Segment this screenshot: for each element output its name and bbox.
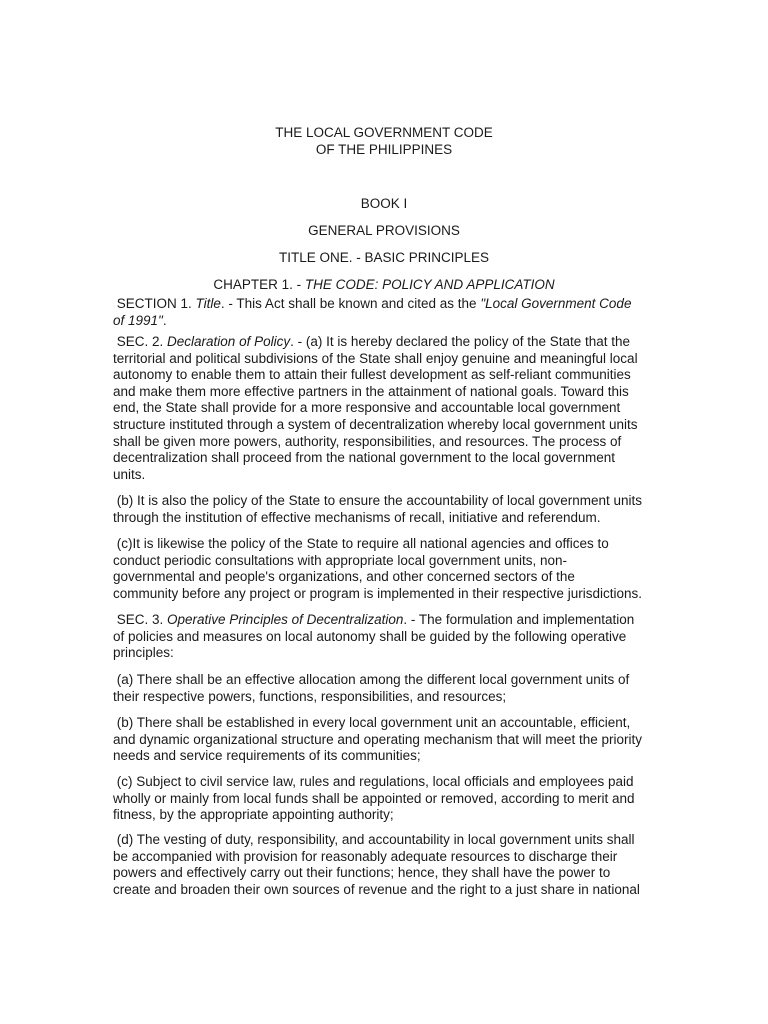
section-1-period: . (162, 312, 167, 328)
paragraph-line: (c) Subject to civil service law, rules and regulations, local officials and employees paid (113, 774, 634, 789)
paragraph-line: (d) The vesting of duty, responsibility, and accountability in local government units shall (113, 832, 635, 847)
paragraph-line: of policies and measures on local autonomy shall be guided by the following operative (113, 628, 627, 644)
section-1-line-1 (113, 296, 661, 313)
general-provisions-heading: GENERAL PROVISIONS (308, 223, 460, 238)
paragraph-line: (a) There shall be an effective allocation among the different local government units of (113, 672, 630, 687)
section-2-heading: Declaration of Policy (167, 334, 291, 349)
paragraph-line: principles: (113, 645, 174, 661)
paragraph-line: needs and service requirements of its communities; (113, 748, 421, 764)
paragraph-line: powers and effectively carry out their functions; hence, they shall have the power to (113, 865, 611, 881)
section-2a (113, 334, 661, 483)
section-1-label: SECTION 1. (113, 296, 196, 311)
section-1-text: . - This Act shall be known and cited as the (220, 296, 481, 311)
paragraph-line: end, the State shall provide for a more responsive and accountable local government (113, 400, 621, 416)
paragraph-line: community before any project or program is implemented in their respective jurisdictions. (113, 585, 642, 601)
title-one-heading: TITLE ONE. - BASIC PRINCIPLES (278, 250, 490, 265)
paragraph-line: and make them more effective partners in the attainment of national goals. Toward this (113, 383, 629, 399)
paragraph-line: structure instituted through a system of decentralization whereby local government units (113, 416, 638, 432)
section-3d (113, 832, 661, 898)
paragraph-line: decentralization shall proceed from the national government to the local government (113, 450, 616, 466)
section-1-quote-end: of 1991" (113, 312, 163, 328)
section-3c (113, 774, 661, 824)
book-heading: BOOK I (360, 196, 408, 211)
paragraph-line: conduct periodic consultations with appropriate local government units, non- (113, 552, 568, 568)
section-2-text: . - (a) It is hereby declared the policy of the State that the (290, 334, 631, 349)
paragraph-line: shall be given more powers, authority, responsibilities, and resources. The process of (113, 433, 622, 449)
section-1 (113, 296, 661, 329)
section-2b (113, 493, 661, 526)
title-line-2: OF THE PHILIPPINES (315, 142, 453, 157)
section-3-text: . - The formulation and implementation (403, 612, 635, 627)
paragraph-line: governmental and people's organizations, and other concerned sectors of the (113, 569, 575, 585)
section-2-line-1 (113, 334, 661, 351)
section-3-heading: Operative Principles of Decentralization (167, 612, 404, 627)
section-3b (113, 715, 661, 765)
section-3a (113, 672, 661, 705)
document-title (0, 124, 768, 158)
paragraph-line: create and broaden their own sources of revenue and the right to a just share in national (113, 881, 640, 897)
section-2c (113, 536, 661, 602)
chapter-title: THE CODE: POLICY AND APPLICATION (304, 277, 555, 292)
paragraph-line: be accompanied with provision for reasonably adequate resources to discharge their (113, 848, 618, 864)
section-1-quote: "Local Government Code (480, 296, 632, 311)
chapter-heading (0, 276, 768, 293)
title-line-1: THE LOCAL GOVERNMENT CODE (275, 125, 493, 140)
section-1-heading: Title (195, 296, 221, 311)
section-3 (113, 612, 661, 662)
section-3-label: SEC. 3. (113, 612, 168, 627)
paragraph-line: (b) It is also the policy of the State to ensure the accountability of local government units (113, 493, 643, 508)
paragraph-line: territorial and political subdivisions of the State shall enjoy genuine and meaningful local (113, 350, 638, 366)
section-2-label: SEC. 2. (113, 334, 168, 349)
chapter-prefix: CHAPTER 1. - (213, 277, 305, 292)
paragraph-line: their respective powers, functions, responsibilities, and resources; (113, 688, 507, 704)
paragraph-line: fitness, by the appropriate appointing authority; (113, 807, 394, 823)
paragraph-line: through the institution of effective mechanisms of recall, initiative and referendum. (113, 509, 601, 525)
section-1-line-2 (113, 313, 661, 330)
paragraph-line: (b) There shall be established in every local government unit an accountable, efficient, (113, 715, 631, 730)
section-3-line-1 (113, 612, 661, 629)
paragraph-line: (c)It is likewise the policy of the State to require all national agencies and offices to (113, 536, 609, 551)
paragraph-line: and dynamic organizational structure and operating mechanism that will meet the priority (113, 731, 643, 747)
paragraph-line: wholly or mainly from local funds shall be appointed or removed, according to merit and (113, 790, 635, 806)
paragraph-line: units. (113, 466, 146, 482)
paragraph-line: autonomy to enable them to attain their fullest development as self-reliant communities (113, 367, 631, 383)
